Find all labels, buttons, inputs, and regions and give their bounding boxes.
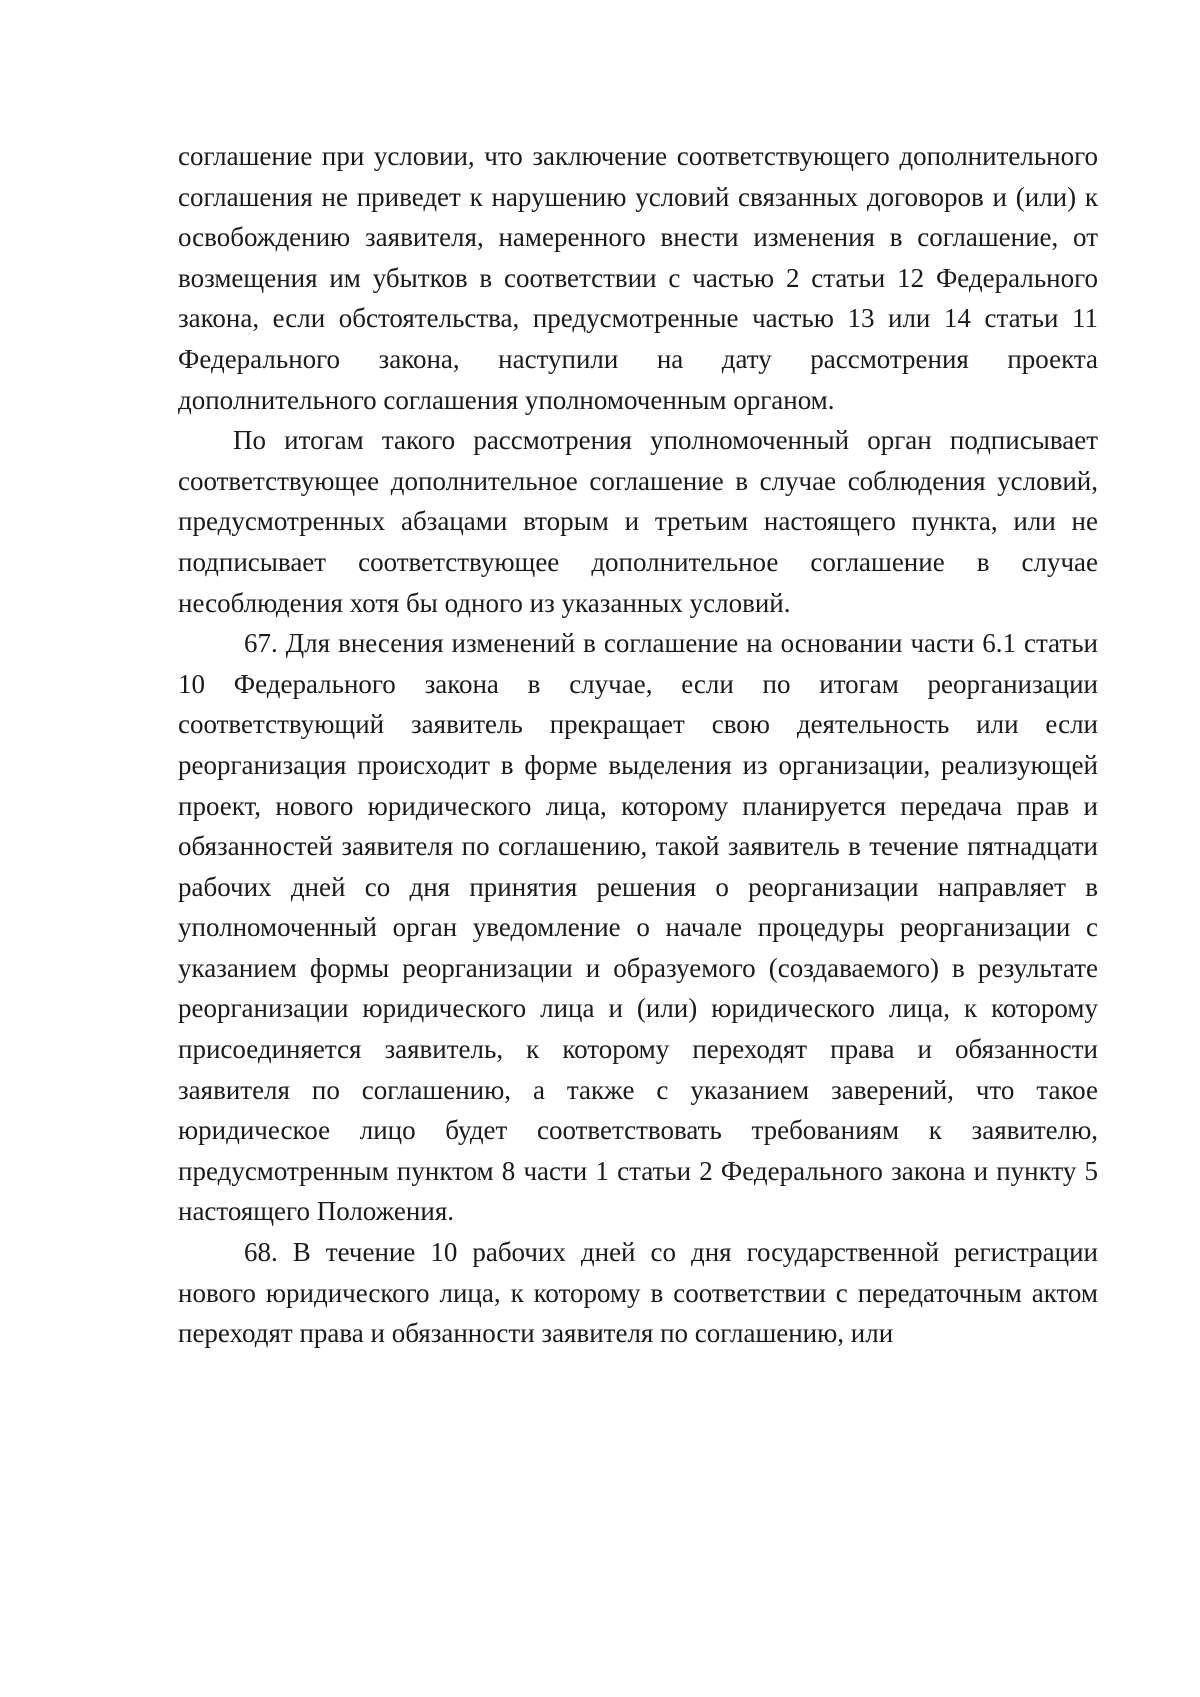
paragraph-item-67: 67. Для внесения изменений в соглашение на основании части 6.1 статьи 10 Федерального закона в случае, если по итогам реорганизации соответствующий заявитель прекращает свою деятельность или если реорганизация происходит в форме выделения из организации, реализующей проект, нового юридического лица, которому планируется передача прав и обязанностей заявителя по соглашению, такой заявитель в течение пятнадцати рабочих дней со дня принятия решения о реорганизации направляет в уполномоченный орган уведомление о начале процедуры реорганизации с указанием формы реорганизации и образуемого (создаваемого) в результате реорганизации юридического лица и (или) юридического лица, к которому присоединяется заявитель, к которому переходят права и обязанности заявителя по соглашению, а также с указанием заверений, что такое юридическое лицо будет соответствовать требованиям к заявителю, предусмотренным пунктом 8 части 1 статьи 2 Федерального закона и пункту 5 настоящего Положения. (178, 628, 1098, 1227)
paragraph-signing-result: По итогам такого рассмотрения уполномоченный орган подписывает соответствующее дополнительное соглашение в случае соблюдения условий, предусмотренных абзацами вторым и третьим настоящего пункта, или не подписывает соответствующее дополнительное соглашение в случае несоблюдения хотя бы одного из указанных условий. (178, 425, 1098, 618)
document-body (178, 136, 1098, 1354)
paragraph-item-68: 68. В течение 10 рабочих дней со дня государственной регистрации нового юридического лица, к которому в соответствии с передаточным актом переходят права и обязанности заявителя по соглашению, или (178, 1237, 1098, 1349)
paragraph-continuation: соглашение при условии, что заключение соответствующего дополнительного соглашения не приведет к нарушению условий связанных договоров и (или) к освобождению заявителя, намеренного внести изменения в соглашение, от возмещения им убытков в соответствии с частью 2 статьи 12 Федерального закона, если обстоятельства, предусмотренные частью 13 или 14 статьи 11 Федерального закона, наступили на дату рассмотрения проекта дополнительного соглашения уполномоченным органом. (178, 141, 1098, 415)
